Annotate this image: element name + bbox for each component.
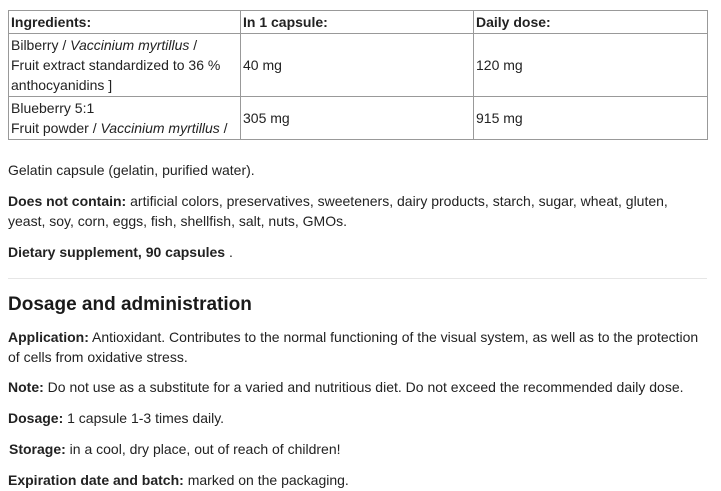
daily-dose-cell: 915 mg [474, 97, 708, 140]
header-daily-dose: Daily dose: [474, 11, 708, 34]
ingredient-cell [9, 97, 241, 140]
note-text: Do not use as a substitute for a varied and nutritious diet. Do not exceed the recommended daily dose. [43, 379, 684, 395]
does-not-contain-paragraph [8, 191, 707, 231]
table-header-row [9, 11, 708, 34]
section-divider [8, 278, 707, 279]
ingredient-description: Fruit powder / [11, 120, 101, 136]
ingredient-description: Fruit extract standardized to 36 % [11, 57, 221, 73]
ingredient-description-cont: anthocyanidins ] [11, 77, 113, 93]
capsule-amount-cell: 305 mg [241, 97, 474, 140]
note-label: Note: [8, 379, 44, 395]
ingredient-name-end: / [219, 120, 228, 136]
storage-paragraph [8, 439, 707, 459]
gelatin-capsule-text: Gelatin capsule (gelatin, purified water). [8, 162, 255, 178]
application-label: Application: [8, 329, 89, 345]
dosage-section-title: Dosage and administration [8, 294, 252, 315]
table-row [9, 34, 708, 97]
expiration-label: Expiration date and batch: [8, 472, 184, 488]
daily-dose-cell: 120 mg [474, 34, 708, 97]
dosage-text: 1 capsule 1-3 times daily. [63, 410, 225, 426]
ingredient-name-end: / [189, 37, 198, 53]
dosage-label: Dosage: [8, 410, 64, 426]
application-text: Antioxidant. Contributes to the normal functioning of the visual system, as well as to the protection of cells from oxidative stress. [8, 329, 699, 365]
supplement-end: . [225, 244, 233, 260]
ingredient-name: Bilberry / [11, 37, 71, 53]
table-row [9, 97, 708, 140]
product-info-page [8, 10, 707, 490]
header-ingredients: Ingredients: [9, 11, 241, 34]
ingredients-table [8, 10, 708, 140]
supplement-paragraph [8, 242, 707, 262]
header-in-1-capsule: In 1 capsule: [241, 11, 474, 34]
supplement-label: Dietary supplement, 90 capsules [8, 244, 226, 260]
ingredient-cell [9, 34, 241, 97]
does-not-contain-label: Does not contain: [8, 193, 127, 209]
capsule-amount-cell: 40 mg [241, 34, 474, 97]
expiration-text: marked on the packaging. [183, 472, 349, 488]
does-not-contain-text: artificial colors, preservatives, sweeteners, dairy products, starch, sugar, wheat, gluten, yeast, soy, corn, eggs, fish, shellfish, salt, nuts, GMOs. [8, 193, 668, 229]
application-paragraph [8, 327, 707, 367]
ingredient-latin-name: Vaccinium myrtillus [100, 120, 220, 136]
storage-label: Storage: [9, 441, 66, 457]
ingredient-latin-name: Vaccinium myrtillus [70, 37, 190, 53]
note-paragraph [8, 377, 707, 397]
storage-text: in a cool, dry place, out of reach of children! [65, 441, 341, 457]
expiration-paragraph [8, 470, 707, 490]
dosage-paragraph [8, 408, 707, 428]
ingredient-name: Blueberry 5:1 [11, 100, 95, 116]
